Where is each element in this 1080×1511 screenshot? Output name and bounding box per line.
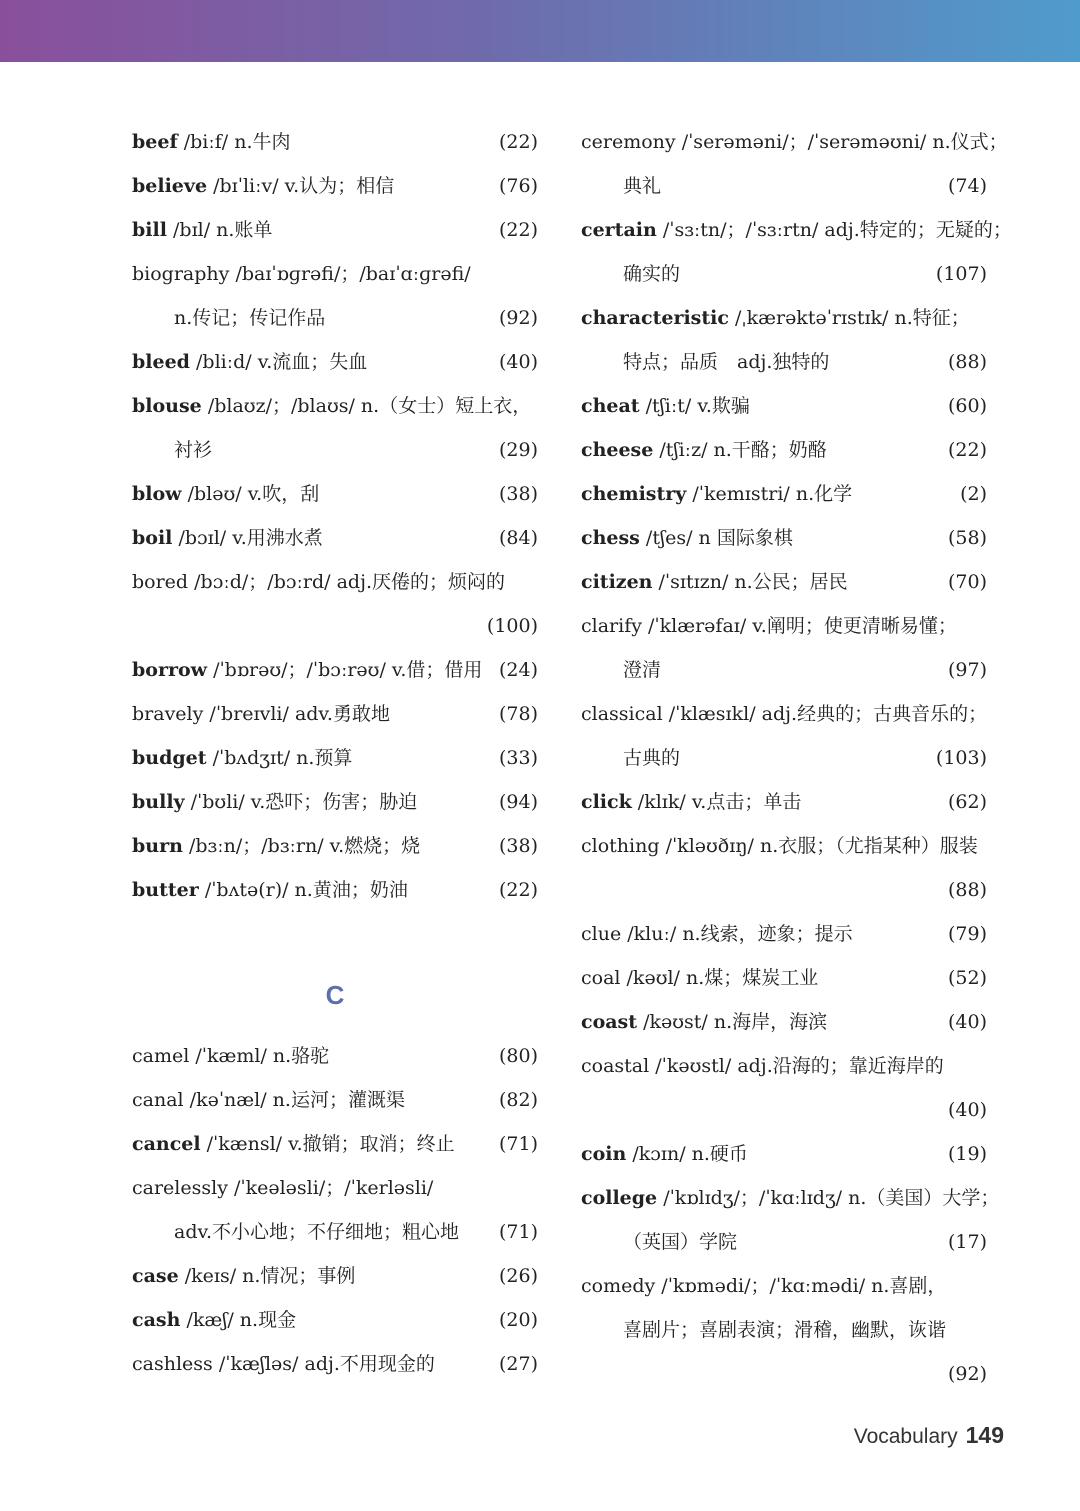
entry-beef	[132, 120, 538, 164]
definition-continued: 特点；品质 adj.独特的	[623, 351, 830, 373]
headword: coal	[581, 967, 621, 989]
definition-continued: n.传记；传记作品	[174, 307, 326, 329]
page-reference: (38)	[498, 483, 538, 505]
headword: bully	[132, 791, 185, 813]
page-reference: (94)	[498, 791, 538, 813]
pronunciation-definition: /kɔɪn/ n.硬币	[632, 1143, 748, 1165]
headword: burn	[132, 835, 183, 857]
page-reference: (88)	[947, 351, 987, 373]
headword: cashless	[132, 1353, 213, 1375]
page-reference: (60)	[947, 395, 987, 417]
entry-case	[132, 1254, 538, 1298]
page-reference: (80)	[498, 1045, 538, 1067]
page-ref-line	[581, 868, 987, 912]
entry-continuation	[581, 1308, 987, 1352]
page-reference: (71)	[498, 1133, 538, 1155]
pronunciation-definition: /ˈkɒlɪdʒ/；/ˈkɑːlɪdʒ/ n.（美国）大学；	[663, 1187, 1000, 1209]
pronunciation-definition: /bliːd/ v.流血；失血	[196, 351, 368, 373]
entry-carelessly	[132, 1166, 538, 1210]
pronunciation-definition: /ˈkænsl/ v.撤销；取消；终止	[206, 1133, 455, 1155]
page-reference: (17)	[947, 1231, 987, 1253]
page-reference: (40)	[947, 1011, 987, 1033]
page-reference: (92)	[947, 1363, 987, 1385]
page-ref-line	[132, 604, 538, 648]
page-reference: (92)	[498, 307, 538, 329]
headword: comedy	[581, 1275, 656, 1297]
page-reference: (74)	[947, 175, 987, 197]
page-reference: (84)	[498, 527, 538, 549]
headword: characteristic	[581, 307, 729, 329]
page-number: 149	[965, 1422, 1004, 1448]
page-reference: (103)	[935, 747, 987, 769]
section-letter-c: C	[325, 980, 345, 1010]
entry-butter	[132, 868, 538, 912]
pronunciation-definition: /bɪˈliːv/ v.认为；相信	[213, 175, 395, 197]
page-reference: (22)	[498, 219, 538, 241]
headword: carelessly	[132, 1177, 228, 1199]
page-ref-line	[581, 1088, 987, 1132]
pronunciation-definition: /ˈbɒrəʊ/；/ˈbɔːrəʊ/ v.借；借用	[213, 659, 483, 681]
entries-c-left	[132, 1034, 538, 1386]
pronunciation-definition: /bɜːn/；/bɜːrn/ v.燃烧；烧	[188, 835, 421, 857]
entry-bill	[132, 208, 538, 252]
entry-continuation	[581, 164, 987, 208]
entry-cashless	[132, 1342, 538, 1386]
pronunciation-definition: /ˈbʊli/ v.恐吓；伤害；胁迫	[190, 791, 418, 813]
page-reference: (62)	[947, 791, 987, 813]
entry-clothing	[581, 824, 987, 868]
headword: bravely	[132, 703, 204, 725]
entry-boil	[132, 516, 538, 560]
headword: ceremony	[581, 131, 676, 153]
right-column	[581, 120, 1012, 1396]
page-reference: (40)	[498, 351, 538, 373]
footer-label: Vocabulary	[853, 1425, 958, 1448]
headword: classical	[581, 703, 663, 725]
page-footer	[854, 1422, 1004, 1449]
entry-bored	[132, 560, 538, 604]
headword: biography	[132, 263, 230, 285]
headword: borrow	[132, 659, 208, 681]
entry-continuation	[581, 1220, 987, 1264]
entry-blow	[132, 472, 538, 516]
entry-characteristic	[581, 296, 987, 340]
entry-certain	[581, 208, 1012, 252]
entry-continuation	[132, 1210, 538, 1254]
page-reference: (38)	[498, 835, 538, 857]
entry-cash	[132, 1298, 538, 1342]
page-reference: (26)	[498, 1265, 538, 1287]
page-reference: (78)	[498, 703, 538, 725]
entry-coin	[581, 1132, 987, 1176]
pronunciation-definition: /bləʊ/ v.吹，刮	[187, 483, 320, 505]
page-reference: (22)	[498, 879, 538, 901]
entry-continuation	[132, 428, 538, 472]
pronunciation-definition: /ˈkɒmədi/；/ˈkɑːmədi/ n.喜剧，	[661, 1275, 947, 1297]
page-reference: (107)	[935, 263, 987, 285]
entry-coastal	[581, 1044, 987, 1088]
page-reference: (71)	[498, 1221, 538, 1243]
entry-burn	[132, 824, 538, 868]
page-reference: (33)	[498, 747, 538, 769]
pronunciation-definition: /tʃiːt/ v.欺骗	[645, 395, 750, 417]
page-reference: (82)	[498, 1089, 538, 1111]
page-reference: (88)	[947, 879, 987, 901]
headword: cheat	[581, 395, 640, 417]
headword: click	[581, 791, 632, 813]
entry-comedy	[581, 1264, 987, 1308]
headword: clarify	[581, 615, 642, 637]
headword: beef	[132, 131, 178, 153]
definition-continued: 确实的	[623, 263, 681, 285]
headword: clue	[581, 923, 622, 945]
pronunciation-definition: /ˈsɪtɪzn/ n.公民；居民	[658, 571, 848, 593]
pronunciation-definition: /bɔɪl/ v.用沸水煮	[178, 527, 323, 549]
headword: canal	[132, 1089, 184, 1111]
page-reference: (58)	[947, 527, 987, 549]
header-color-band	[0, 0, 1080, 62]
pronunciation-definition: /ˈkləʊðɪŋ/ n.衣服；（尤指某种）服装	[665, 835, 978, 857]
page-reference: (100)	[486, 615, 538, 637]
pronunciation-definition: /bɪl/ n.账单	[173, 219, 273, 241]
entry-coal	[581, 956, 987, 1000]
page-reference: (2)	[960, 483, 987, 505]
entry-coast	[581, 1000, 987, 1044]
pronunciation-definition: /ˈkəʊstl/ adj.沿海的；靠近海岸的	[655, 1055, 944, 1077]
entries-b	[132, 120, 538, 912]
page-reference: (24)	[498, 659, 538, 681]
page-reference: (19)	[947, 1143, 987, 1165]
entry-college	[581, 1176, 1000, 1220]
headword: bill	[132, 219, 167, 241]
headword: chemistry	[581, 483, 687, 505]
pronunciation-definition: /ˈklæsɪkl/ adj.经典的；古典音乐的；	[668, 703, 988, 725]
entry-believe	[132, 164, 538, 208]
entry-classical	[581, 692, 987, 736]
page-reference: (97)	[947, 659, 987, 681]
pronunciation-definition: /kəʊst/ n.海岸，海滨	[643, 1011, 828, 1033]
pronunciation-definition: /ˈbʌtə(r)/ n.黄油；奶油	[204, 879, 408, 901]
entry-clue	[581, 912, 987, 956]
entry-borrow	[132, 648, 538, 692]
entry-continuation	[581, 252, 987, 296]
definition-continued: （英国）学院	[623, 1231, 738, 1253]
entry-canal	[132, 1078, 538, 1122]
headword: case	[132, 1265, 179, 1287]
headword: butter	[132, 879, 199, 901]
pronunciation-definition: /ˈserəməni/；/ˈserəməʊni/ n.仪式；	[681, 131, 1008, 153]
definition-continued: 古典的	[623, 747, 681, 769]
pronunciation-definition: /biːf/ n.牛肉	[183, 131, 291, 153]
pronunciation-definition: /ˈkæʃləs/ adj.不用现金的	[218, 1353, 435, 1375]
entry-continuation	[581, 648, 987, 692]
pronunciation-definition: /kəʊl/ n.煤；煤炭工业	[626, 967, 819, 989]
definition-continued: 典礼	[623, 175, 662, 197]
entry-blouse	[132, 384, 538, 428]
pronunciation-definition: /klɪk/ v.点击；单击	[637, 791, 802, 813]
pronunciation-definition: /ˈkemɪstri/ n.化学	[692, 483, 853, 505]
page-reference: (20)	[498, 1309, 538, 1331]
headword: camel	[132, 1045, 190, 1067]
headword: clothing	[581, 835, 660, 857]
entry-clarify	[581, 604, 987, 648]
definition-continued: 澄清	[623, 659, 662, 681]
pronunciation-definition: /ˈsɜːtn/；/ˈsɜːrtn/ adj.特定的；无疑的；	[662, 219, 1012, 241]
headword: believe	[132, 175, 208, 197]
page-reference: (22)	[498, 131, 538, 153]
entry-bully	[132, 780, 538, 824]
entry-continuation	[581, 736, 987, 780]
entries-c-right	[581, 120, 1012, 1396]
entry-bravely	[132, 692, 538, 736]
headword: cash	[132, 1309, 181, 1331]
pronunciation-definition: /ˈklærəfaɪ/ v.阐明；使更清晰易懂；	[648, 615, 957, 637]
pronunciation-definition: /tʃes/ n 国际象棋	[645, 527, 793, 549]
page-reference: (76)	[498, 175, 538, 197]
entry-camel	[132, 1034, 538, 1078]
entry-ceremony	[581, 120, 1008, 164]
pronunciation-definition: /ˈbʌdʒɪt/ n.预算	[212, 747, 353, 769]
entry-click	[581, 780, 987, 824]
page-reference: (52)	[947, 967, 987, 989]
headword: cheese	[581, 439, 654, 461]
entry-citizen	[581, 560, 987, 604]
entry-biography	[132, 252, 538, 296]
entry-continuation	[581, 340, 987, 384]
pronunciation-definition: /keɪs/ n.情况；事例	[184, 1265, 356, 1287]
pronunciation-definition: /baɪˈɒɡrəfi/；/baɪˈɑːɡrəfi/	[235, 263, 471, 285]
headword: bleed	[132, 351, 190, 373]
pronunciation-definition: /ˈkeələsli/；/ˈkerləsli/	[233, 1177, 434, 1199]
headword: certain	[581, 219, 657, 241]
pronunciation-definition: /ˌkærəktəˈrɪstɪk/ n.特征；	[734, 307, 970, 329]
definition-continued: adv.不小心地；不仔细地；粗心地	[174, 1221, 460, 1243]
pronunciation-definition: /tʃiːz/ n.干酪；奶酪	[659, 439, 827, 461]
page-reference: (40)	[947, 1099, 987, 1121]
headword: bored	[132, 571, 189, 593]
pronunciation-definition: /kəˈnæl/ n.运河；灌溉渠	[189, 1089, 405, 1111]
entry-budget	[132, 736, 538, 780]
headword: coastal	[581, 1055, 650, 1077]
headword: citizen	[581, 571, 653, 593]
headword: college	[581, 1187, 658, 1209]
headword: blouse	[132, 395, 202, 417]
pronunciation-definition: /kæʃ/ n.现金	[186, 1309, 297, 1331]
entry-bleed	[132, 340, 538, 384]
entry-cancel	[132, 1122, 538, 1166]
page-reference: (22)	[947, 439, 987, 461]
page-reference: (27)	[498, 1353, 538, 1375]
headword: cancel	[132, 1133, 201, 1155]
left-column	[132, 120, 538, 1386]
pronunciation-definition: /ˈbreɪvli/ adv.勇敢地	[209, 703, 390, 725]
entry-cheat	[581, 384, 987, 428]
headword: blow	[132, 483, 182, 505]
pronunciation-definition: /blaʊz/；/blaʊs/ n.（女士）短上衣，	[207, 395, 532, 417]
pronunciation-definition: /kluː/ n.线索，迹象；提示	[627, 923, 853, 945]
pronunciation-definition: /bɔːd/；/bɔːrd/ adj.厌倦的；烦闷的	[194, 571, 506, 593]
headword: coin	[581, 1143, 627, 1165]
page-ref-line	[581, 1352, 987, 1396]
headword: budget	[132, 747, 207, 769]
page-reference: (29)	[498, 439, 538, 461]
pronunciation-definition: /ˈkæml/ n.骆驼	[195, 1045, 330, 1067]
headword: chess	[581, 527, 640, 549]
headword: coast	[581, 1011, 638, 1033]
entry-chemistry	[581, 472, 987, 516]
entry-continuation	[132, 296, 538, 340]
page-reference: (79)	[947, 923, 987, 945]
headword: boil	[132, 527, 173, 549]
page-reference: (70)	[947, 571, 987, 593]
definition-continued: 喜剧片；喜剧表演；滑稽，幽默，诙谐	[623, 1319, 947, 1341]
entry-chess	[581, 516, 987, 560]
definition-continued: 衬衫	[174, 439, 213, 461]
entry-cheese	[581, 428, 987, 472]
